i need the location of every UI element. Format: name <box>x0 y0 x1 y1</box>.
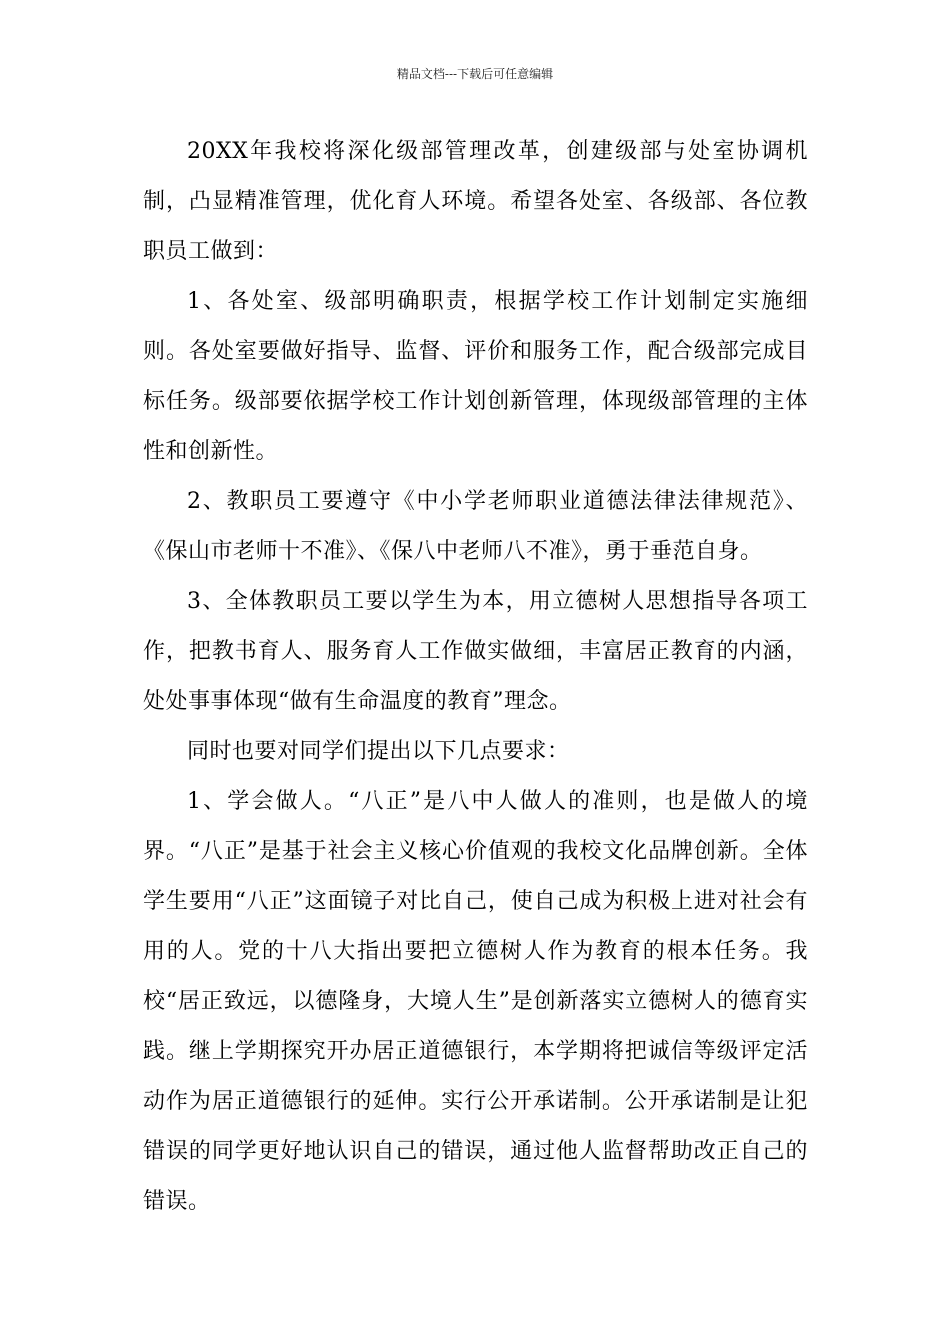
paragraph-intro: 20XX年我校将深化级部管理改革，创建级部与处室协调机制，凸显精准管理，优化育人环境。希望各处室、各级部、各位教职员工做到： <box>143 139 808 264</box>
paragraph-student-intro: 同时也要对同学们提出以下几点要求： <box>187 739 570 764</box>
page-header: 精品文档---下载后可任意编辑 <box>396 67 554 81</box>
paragraph-item-1: 1、各处室、级部明确职责，根据学校工作计划制定实施细则。各处室要做好指导、监督、评价和服务工作，配合级部完成目标任务。级部要依据学校工作计划创新管理，体现级部管理的主体性和创新性。 <box>143 289 808 464</box>
paragraph-item-3: 3、全体教职员工要以学生为本，用立德树人思想指导各项工作，把教书育人、服务育人工作做实做细，丰富居正教育的内涵，处处事事体现“做有生命温度的教育”理念。 <box>143 589 808 714</box>
document-body <box>143 127 808 1227</box>
paragraph-item-2: 2、教职员工要遵守《中小学老师职业道德法律法律规范》、《保山市老师十不准》、《保八中老师八不准》，勇于垂范自身。 <box>143 489 808 564</box>
paragraph-student-item-1: 1、学会做人。“八正”是八中人做人的准则，也是做人的境界。“八正”是基于社会主义核心价值观的我校文化品牌创新。全体学生要用“八正”这面镜子对比自己，使自己成为积极上进对社会有用的人。党的十八大指出要把立德树人作为教育的根本任务。我校“居正致远，以德隆身，大境人生”是创新落实立德树人的德育实践。继上学期探究开办居正道德银行，本学期将把诚信等级评定活动作为居正道德银行的延伸。实行公开承诺制。公开承诺制是让犯错误的同学更好地认识自己的错误，通过他人监督帮助改正自己的错误。 <box>143 789 808 1214</box>
